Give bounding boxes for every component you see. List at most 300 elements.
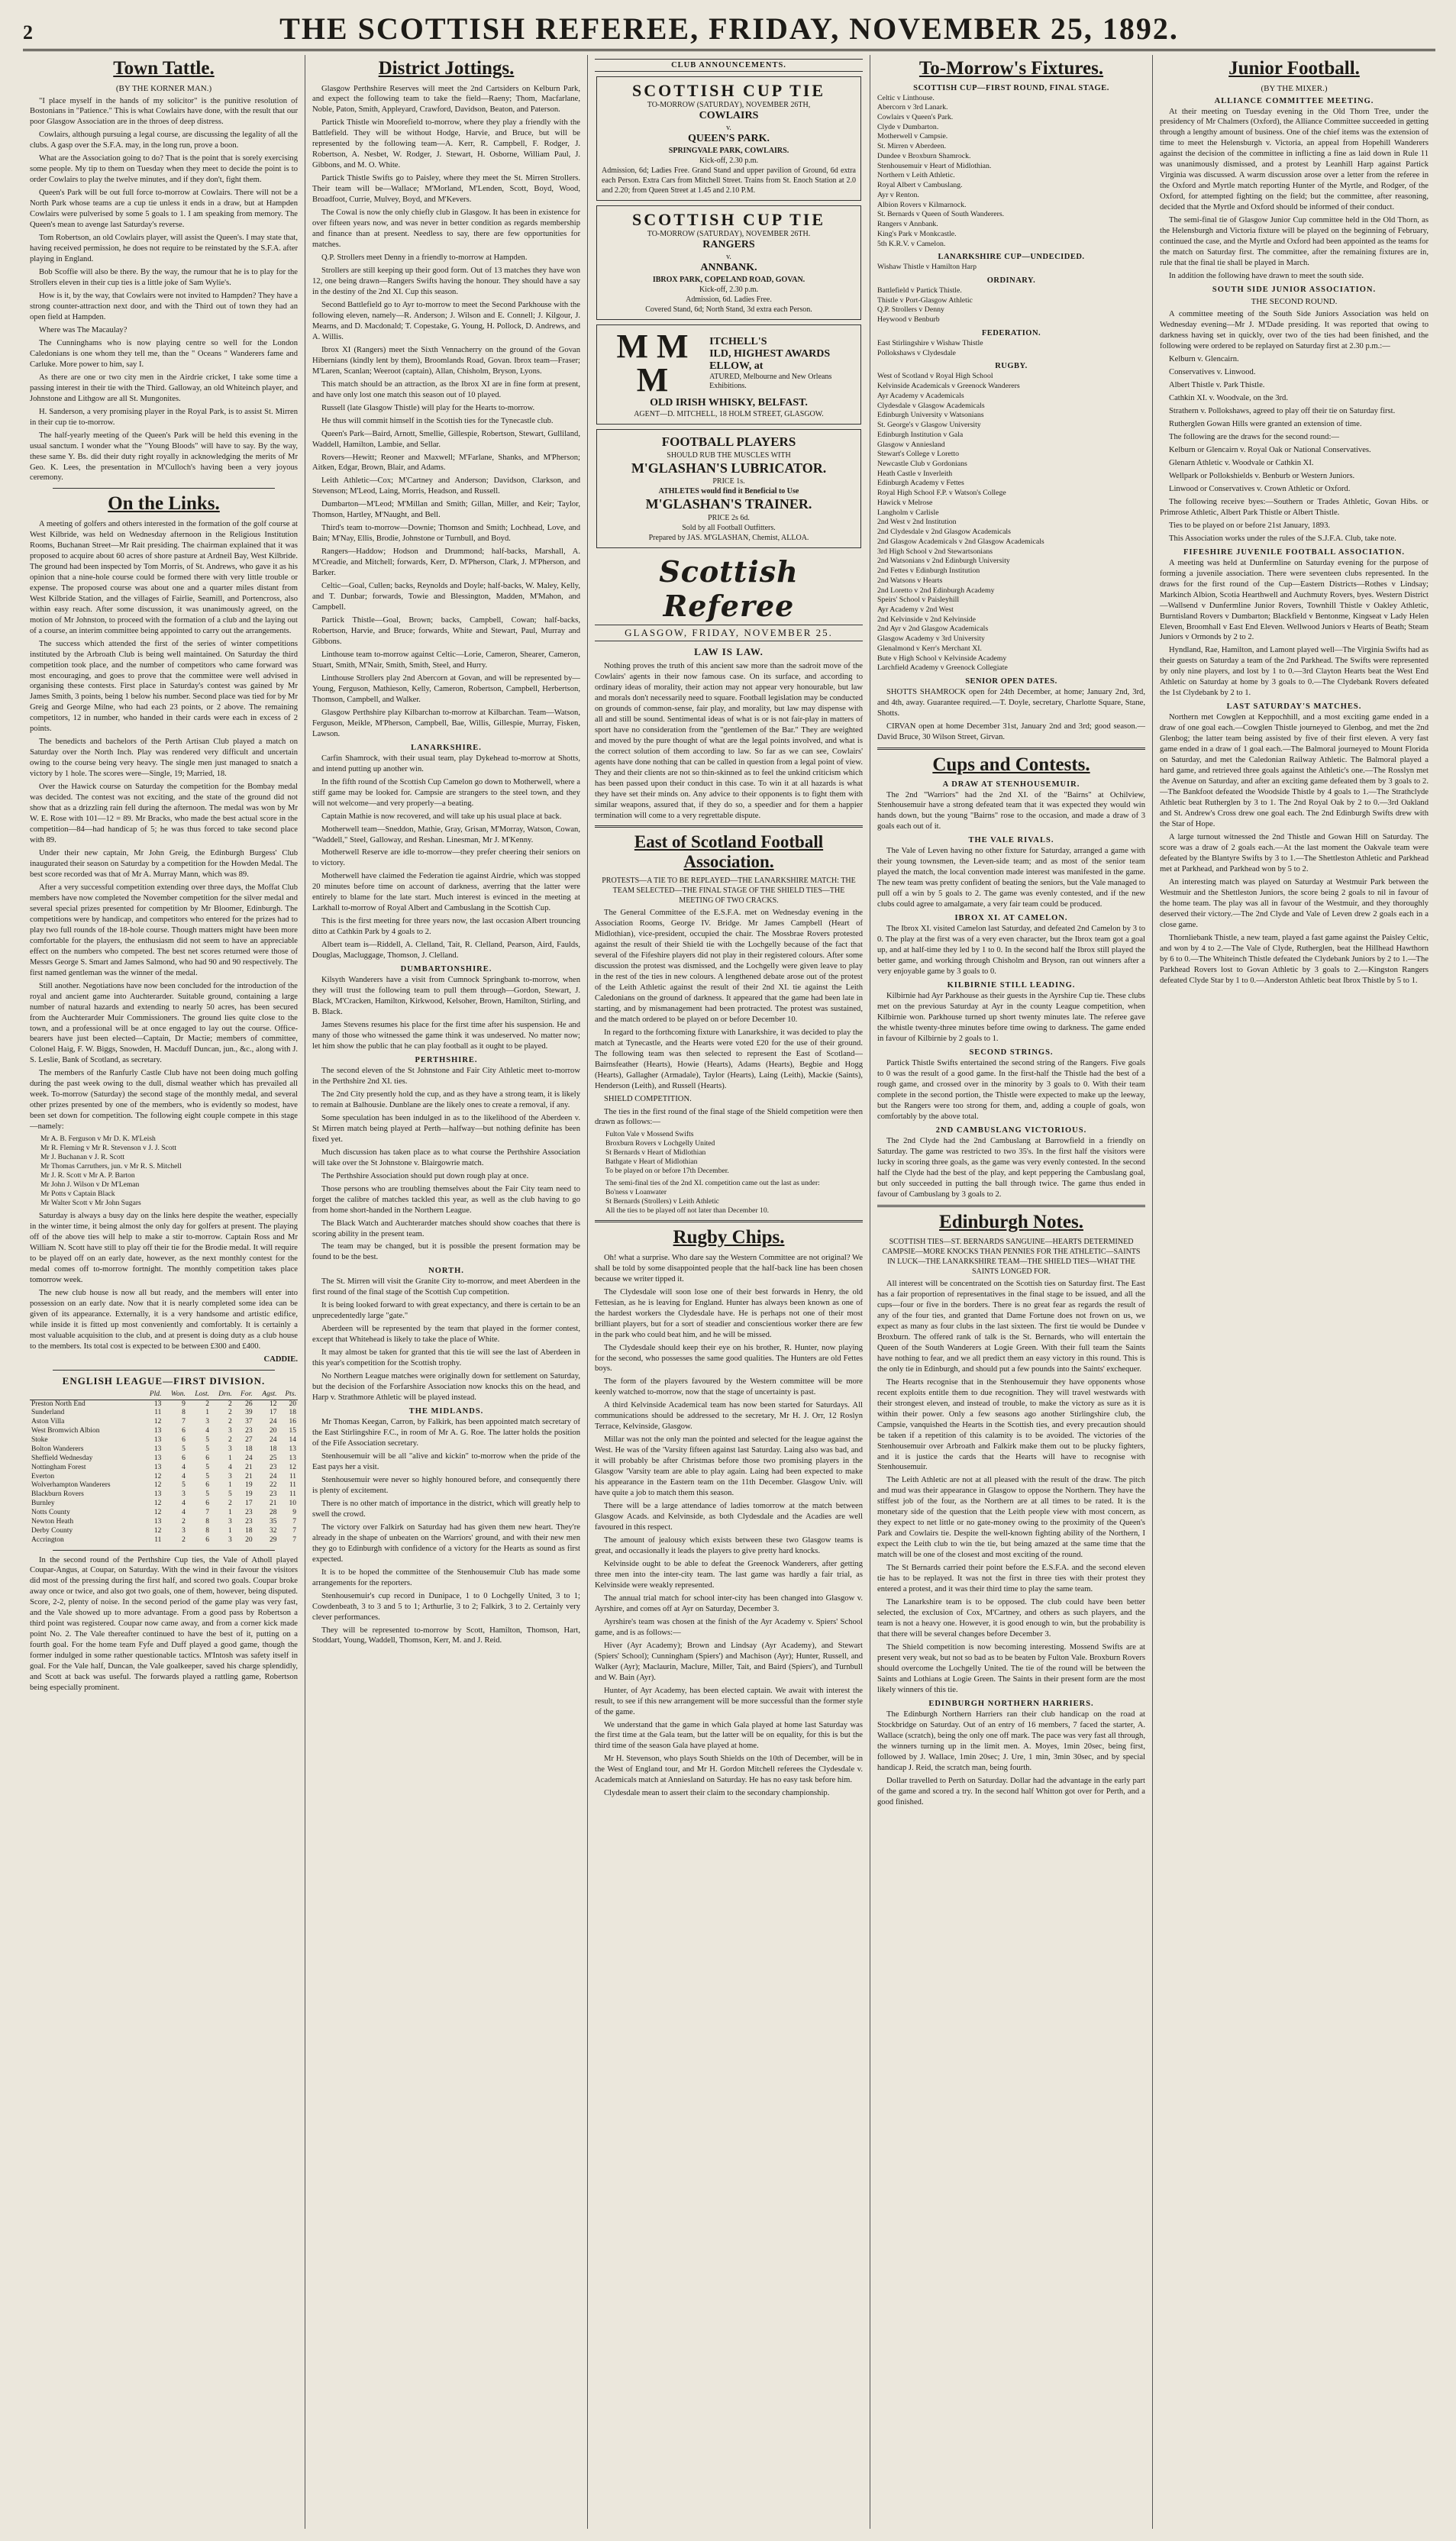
- list-item: Heath Castle v Inverleith: [877, 469, 953, 478]
- paragraph: No Northern League matches were originally down for settlement on Saturday, but the decision of the Forfarshire Association now knocks this on the head, and Harp v. Strathmore Athletic will be played instead.: [312, 1372, 580, 1403]
- league-column-header: Pts.: [279, 1390, 298, 1400]
- league-stat: 3: [182, 1526, 186, 1535]
- league-stat: 12: [153, 1418, 162, 1426]
- midlands-body: [312, 1417, 580, 1646]
- league-stat: 11: [289, 1490, 296, 1499]
- paragraph: The following are the draws for the second round:—: [1169, 432, 1339, 441]
- league-team-name: Derby County: [31, 1526, 73, 1535]
- ad-line: ATHLETES would find it Beneficial to Use: [658, 487, 799, 496]
- league-stat: 35: [270, 1517, 277, 1526]
- league-stat: 23: [270, 1490, 277, 1499]
- paragraph: Nothing proves the truth of this ancient saw more than the sadroit move of the Cowlairs' agents in their now famous case. On its surface, and according to ordinary ideas of morality, their action may not appear very honourable, but law and morals don't necessarily need to square. Football legislation may be conducted on grounds of common-sense, fair play, and morality, but law may dispense with all and still be sound. Sentimental ideas of what is or is not fair-play in matters of sport have no consideration from the "gentlemen of the Bar." They are weighted and moved by the pure thought of what are the legal points involved, and what is the correct solution of them according to law. So far as we can see, Cowlairs' agents have done nothing that can be called in question from a legal point of view. They and their clients are not so thin-skinned as to feel the unkind criticism which has been passed upon their conduct in this case. To win it at all hazards is what they have set their minds on. Any advice to their opponents is to fight them with similar weapons, assured that, if they do so, a speedier and for them a happier termination will come to a very regrettable dispute.: [595, 661, 863, 820]
- league-stat: 23: [245, 1427, 253, 1435]
- league-stat: 17: [245, 1500, 253, 1508]
- paragraph: Thornliebank Thistle, a new team, played a fast game against the Paisley Celtic, and won by 4 to 2.—The Vale of Clyde, Rutherglen, beat the Hillhead Hawthorn by 6 to 0.—The Whiteinch Thistle defeated the Clydebank Juniors by 2 to 1.—The Parkhead Rovers lost to Govan Athletic by 3 goals to 2.—Kingston Rangers defeated Clyde Star by 1 to 0.—Anderston Athletic beat Ibrox Thistle by 5 to 1.: [1160, 933, 1429, 985]
- whisky-logo: [602, 327, 856, 399]
- east-body: [595, 908, 863, 1128]
- paragraph: Motherwell have claimed the Federation tie against Airdrie, which was stopped 20 minutes before time on account of darkness, averring that the latter were entirely to blame for the late start. Much interest is evinced in the meeting at Larkhall to-morrow of Royal Albert and Cambuslang in the Scottish Cup.: [312, 872, 580, 913]
- league-stat: 13: [153, 1445, 162, 1453]
- logo-word: ELLOW, at: [709, 360, 764, 373]
- paragraph: The following receive byes:—Southern or Trades Athletic, Govan Hibs. or Primrose Athletic, Albert Park Thistle or Albert Thistle.: [1160, 497, 1429, 517]
- divider: [53, 1550, 275, 1551]
- paragraph: Glenarn Athletic v. Woodvale or Cathkin XI.: [1169, 458, 1314, 467]
- league-stat: 12: [153, 1472, 162, 1480]
- league-column-header: Won.: [163, 1390, 186, 1400]
- paragraph: There is no other match of importance in the district, which will greatly help to swell the crowd.: [312, 1499, 580, 1519]
- column-town-tattle: [23, 55, 305, 2529]
- paragraph: A meeting was held at Dunfermline on Saturday evening for the purpose of forming a juvenile association. There were seventeen clubs represented. In the draws for the first round of the Cup—Eastern Districts—Rothes v Lindsay; Markinch Albion, Scotia Hearthwell and Auchmuty Rovers, byes. Western District—Wallsend v Dunfermline Junior Rovers, Townhill Thistle v Oakley Athletic, Burntisland Rovers v Dumbarton; Blackfield v Bentonme, Kingseat v Lady Helen Eleven, Broomhall v East End Eleven. Wellwood Juniors v Hearts of Beath; Steam Juniors v Ormonds by 2 to 2.: [1160, 558, 1429, 642]
- paragraph: The Ibrox XI. visited Camelon last Saturday, and defeated 2nd Camelon by 3 to 0. The play at the first was of a very even character, but the Ibrox team got a goal up, and at half-time they led by 1 to 0. In the second half the Ibrox still played the better game, and working through Chisholm and Bryson, ran out winners after a very enjoyable game by 3 goals to 0.: [877, 925, 1145, 977]
- league-stat: 23: [245, 1517, 253, 1526]
- ad-price: PRICE 1s.: [712, 477, 745, 486]
- paragraph: Rangers—Haddow; Hodson and Drummond; half-backs, Marshall, A. M'Creadie, and Mitchell; forwards, Kerr, D. M'Pherson, Clark, J. M'Pherson, and Barker.: [312, 547, 580, 578]
- paragraph: Bob Scoffie will also be there. By the way, the rumour that he is to play for the Strollers eleven in their cup ties is a little joke of Sam Wylie's.: [30, 268, 298, 287]
- kilbirnie-body: [877, 991, 1145, 1044]
- league-stat: 24: [270, 1472, 277, 1480]
- league-stat: 18: [289, 1409, 296, 1417]
- advert-mglashans-lubricator: [596, 429, 861, 548]
- league-stat: 20: [270, 1427, 277, 1435]
- paragraph: Dollar travelled to Perth on Saturday. Dollar had the advantage in the early part of the game and scored a try. In the second half Whitton got over for Perth, and a good finished.: [877, 1776, 1145, 1806]
- paragraph: Rutherglen Gowan Hills were granted an extension of time.: [1169, 420, 1362, 429]
- sign-off: CADDIE.: [263, 1354, 298, 1364]
- league-stat: 12: [153, 1526, 162, 1535]
- table-row: [30, 1427, 298, 1436]
- lanarkshire-body: [312, 754, 580, 961]
- paragraph: Stenhousemuir will be all "alive and kickin" to-morrow when the pride of the East pays her a visit.: [312, 1451, 580, 1471]
- paragraph: Third's team to-morrow—Downie; Thomson and Smith; Lochhead, Love, and Bain; M'Nay, Ellis, Brodie, Johnstone or Turnbull, and Boyd.: [312, 524, 580, 544]
- column-junior-football: [1153, 55, 1435, 2529]
- league-stat: 13: [153, 1463, 162, 1471]
- fixtures-ordinary-list: [877, 286, 1145, 325]
- whisky-name: OLD IRISH WHISKY, BELFAST.: [650, 396, 808, 408]
- paragraph: Saturday is always a busy day on the links here despite the weather, especially in the winter time, it being almost the only day for golfers at present. The playing off of the above ties will help to make a stir to-morrow. Captain Ross and Mr William N. Scott have still to play off their tie for the Brodie medal. It will require to be played off on an early date, however, as the next monthly contest for the medal comes off to-morrow fortnight. The monthly competition takes place tomorrow week.: [30, 1212, 298, 1284]
- paragraph: Q.P. Strollers meet Denny in a friendly to-morrow at Hampden.: [321, 253, 528, 263]
- paragraph: The success which attended the first of the series of winter competitions instituted by the Arbroath Club is being well maintained. On Saturday the third competition took place, and the number of competitors who came forward was most encouraging, and goes to prove that the committee were well advised in organising these contests. First place in Saturday's contest was gained by Mr James Smith, 3 points, being 1 below his number. Second place was tied for by Mr Greig and George Milne, who had each 23 points, or 2 above. The remaining competitors, 12 in number, who handed in their cards were each in excess of 2 points.: [30, 639, 298, 734]
- league-team-name: Notts County: [31, 1509, 70, 1516]
- list-item: Newcastle Club v Gordonians: [877, 460, 967, 468]
- paragraph: This is the first meeting for three years now, the last occasion Albert trouncing ditto at Cathkin Park by 4 goals to 2.: [312, 917, 580, 937]
- list-item: Bute v High School v Kelvinside Academy: [877, 654, 1007, 663]
- ad-line: Sold by all Football Outfitters.: [682, 523, 776, 532]
- paragraph: Russell (late Glasgow Thistle) will play for the Hearts to-morrow.: [321, 403, 535, 412]
- list-item: Mr John J. Wilson v Dr M'Leman: [40, 1180, 140, 1190]
- league-stat: 21: [270, 1500, 277, 1508]
- league-stat: 28: [270, 1509, 277, 1516]
- league-stat: 2: [228, 1409, 232, 1417]
- league-stat: 9: [292, 1509, 296, 1516]
- list-item: 3rd High School v 2nd Stewartsonians: [877, 547, 993, 556]
- byline: (BY THE MIXER.): [1261, 83, 1328, 93]
- league-stat: 18: [245, 1445, 253, 1453]
- paragraph: Stenhousemuir's cup record in Dunipace, 1 to 0 Lochgelly United, 3 to 1; Cowdenbeath, 3 to 3 and 5 to 1; Arthurlie, 3 to 2; Falkirk, 3 to 2. Certainly very clever performances.: [312, 1591, 580, 1622]
- table-row: [30, 1536, 298, 1545]
- paragraph: James Stevens resumes his place for the first time after his suspension. He and many of those who witnessed the game think it was undeserved. No matter now; let him show the public that he can play football as it ought to be played.: [312, 1021, 580, 1051]
- paragraph: Queen's Park—Baird, Arnott, Smellie, Gillespie, Robertson, Stewart, Gulliland, Waddell, Hamilton, Lambie, and Sellar.: [312, 429, 580, 449]
- perthshire-body: [312, 1066, 580, 1263]
- paragraph: We understand that the game in which Gala played at home last Saturday was the first time at the Gala team, but the latter will be on equality, for this is but the third time of the season Gala have played at home.: [595, 1720, 863, 1751]
- ad-price: PRICE 2s 6d.: [708, 513, 750, 522]
- table-row: [30, 1418, 298, 1427]
- list-item: Broxburn Rovers v Lochgelly United: [605, 1139, 715, 1148]
- league-stat: 18: [270, 1445, 277, 1453]
- paragraph: Much discussion has taken place as to what course the Perthshire Association will take over the St Johnstone v. Blairgowrie match.: [312, 1148, 580, 1167]
- list-item: Ayr Academy v 2nd West: [877, 605, 954, 615]
- league-column-header: Pld.: [143, 1390, 163, 1400]
- list-item: Mr J. Buchanan v J. R. Scott: [40, 1153, 125, 1162]
- league-stat: 5: [205, 1436, 210, 1444]
- paragraph: The Vale of Leven having no other fixture for Saturday, arranged a game with their young townsmen, the Leven-side team; and as most of the senior team played the match, the local convention made interest was manifested in the game. The new team was pretty confident of beating the seniors, but the Vale managed to pull off a win by 5 goals to 2. The game was evenly contested, and if the new clubs could agree to amalgamate, a very fair team could be produced.: [877, 847, 1145, 909]
- paragraph: Wellpark or Pollokshields v. Benburb or Western Juniors.: [1169, 471, 1355, 480]
- cambuslang-body: [877, 1136, 1145, 1200]
- shield-draw: [605, 1130, 863, 1176]
- list-item: Thistle v Port-Glasgow Athletic: [877, 295, 973, 305]
- league-stat: 6: [182, 1454, 186, 1462]
- paragraph: Albert Thistle v. Park Thistle.: [1169, 381, 1265, 390]
- league-stat: 4: [182, 1463, 186, 1471]
- paragraph: Conservatives v. Linwood.: [1169, 368, 1256, 377]
- list-item: Ayr v Renton.: [877, 190, 919, 199]
- table-row: [30, 1473, 298, 1482]
- list-item: Q.P. Strollers v Denny: [877, 305, 944, 315]
- league-stat: 13: [153, 1400, 162, 1408]
- league-stat: 4: [182, 1472, 186, 1480]
- ad-date: TO-MORROW (SATURDAY), NOVEMBER 26TH.: [647, 229, 811, 238]
- list-item: West of Scotland v Royal High School: [877, 372, 993, 381]
- paragraph: The St Bernards carried their point before the E.S.F.A. and the second eleven tie has to be replayed. It was not the first in three ties with their protest they entered a protest, and it was their third time to play the same team.: [877, 1564, 1145, 1594]
- league-table-heading: ENGLISH LEAGUE—FIRST DIVISION.: [62, 1374, 266, 1387]
- paragraph: Kelburn or Glencairn v. Royal Oak or National Conservatives.: [1169, 445, 1371, 454]
- golf-pairings: [40, 1135, 298, 1208]
- league-stat: 4: [228, 1463, 232, 1471]
- list-item: Bathgate v Heart of Midlothian: [605, 1157, 698, 1167]
- paragraph: In addition the following have drawn to meet the south side.: [1169, 272, 1364, 281]
- section-heading-town-tattle: Town Tattle.: [113, 58, 215, 79]
- paragraph: Under their new captain, Mr John Greig, the Edinburgh Burgess' Club inaugurated their season on Saturday by a competition for the Howden Medal. The best score recorded was that of Mr A. Murray Mann, which was 89.: [30, 849, 298, 879]
- paragraph: Partick Thistle win Moorefield to-morrow, where they play a friendly with the Battlefield. They will be without Hodge, Harvie, and Bruce, but will be represented by the following team—A. Kerr, R. Campbell, F. Rodger, J. Robertson, A. Nesbet, W. Rodger, J. Stewart, H. Osborne, William Paul, J. Gibbons, and M. O. White.: [312, 118, 580, 170]
- paragraph: The Perthshire Association should put down rough play at once.: [321, 1171, 529, 1180]
- paragraph: Motherwell Reserve are idle to-morrow—they prefer cheering their seniors on to victory.: [312, 848, 580, 868]
- ad-venue: IBROX PARK, COPELAND ROAD, GOVAN.: [652, 275, 805, 284]
- rugby-body: [595, 1253, 863, 1800]
- league-stat: 2: [228, 1400, 232, 1408]
- league-stat: 19: [245, 1481, 253, 1490]
- list-item: Motherwell v Campsie.: [877, 132, 948, 141]
- last-saturday-body: [1160, 712, 1429, 986]
- league-stat: 5: [205, 1490, 210, 1499]
- fixtures-rugby-heading: RUGBY.: [995, 362, 1028, 371]
- town-tattle-body: [30, 96, 298, 484]
- table-row: [30, 1500, 298, 1509]
- paper-title-script: Scottish Referee: [659, 554, 799, 623]
- table-row: [30, 1409, 298, 1418]
- fixtures-lanarkshire-heading: LANARKSHIRE CUP—UNDECIDED.: [938, 253, 1085, 262]
- league-stat: 8: [205, 1517, 210, 1526]
- subhead-harriers: EDINBURGH NORTHERN HARRIERS.: [928, 1699, 1094, 1708]
- paragraph: It may almost be taken for granted that this tie will see the last of Aberdeen in this year's competition for the Scottish trophy.: [312, 1348, 580, 1368]
- league-stat: 3: [228, 1427, 232, 1435]
- ad-admission: Admission, 6d. Ladies Free.: [686, 295, 772, 304]
- list-item: Mr J. R. Scott v Mr A. P. Barton: [40, 1171, 135, 1180]
- league-team-name: Newton Heath: [31, 1517, 74, 1526]
- league-stat: 12: [153, 1500, 162, 1508]
- league-stat: 23: [270, 1463, 277, 1471]
- paragraph: Kilbirnie had Ayr Parkhouse as their guests in the Ayrshire Cup tie. These clubs met on the previous Saturday at Ayr in the county League competition, when Kilbirnie won. Parkhouse turned up short twenty minutes late. The referee gave the whistle twenty-three minutes before time owing to darkness. The game ended in favour of Kilbirnie by 2 goals to 1.: [877, 992, 1145, 1043]
- list-item: St Bernards (Strollers) v Leith Athletic: [605, 1197, 719, 1206]
- subhead-second-strings: SECOND STRINGS.: [969, 1048, 1054, 1057]
- league-stat: 20: [289, 1400, 296, 1408]
- newspaper-columns: [23, 55, 1435, 2529]
- paragraph: All interest will be concentrated on the Scottish ties on Saturday first. The East has a fair proportion of representatives in the final stage to be issued, and all the cups—four or five in the borders. There is no great fear as regards the result of any of the four ties, and granted that Dame Fortune does not frown on us, we expect as many as four clubs in the last sixteen. The first tie would be Dundee v Broxburn. The offered rank of talk is the St. Bernards, who will entertain the Queen of the South Wanderers at Logie Green. With their full team the Saints have nothing to fear, and we all predict them an easy victory in this round. This is the only tie in Edinburgh, and should put a few pounds into the Saints' exchequer.: [877, 1280, 1145, 1374]
- paragraph: The annual trial match for school inter-city has been changed into Glasgow v. Ayrshire, and comes off at Ayr on Saturday, December 3.: [595, 1593, 863, 1613]
- league-stat: 21: [245, 1472, 253, 1480]
- paragraph: The Clydesdale will soon lose one of their best forwards in Henry, the old Fettesian, as he is leaving for England. Hunter has always been known as one of the hardest workers the Clydesdale have. He is perhaps not one of their most brilliant players, but for a sort of steadier and conscientious worker there are few in the park who could beat him, and he will be missed.: [595, 1287, 863, 1339]
- league-stat: 21: [245, 1463, 253, 1471]
- league-table-header: [30, 1390, 298, 1400]
- list-item: 2nd Loretto v 2nd Edinburgh Academy: [877, 586, 995, 595]
- league-column-header: [30, 1390, 143, 1400]
- league-team-name: Aston Villa: [31, 1418, 65, 1426]
- perthshire-cup-report: [30, 1555, 298, 1694]
- list-item: 2nd Ayr v 2nd Glasgow Academicals: [877, 625, 989, 634]
- list-item: St. Mirren v Aberdeen.: [877, 142, 947, 151]
- list-item: Pollokshaws v Clydesdale: [877, 348, 956, 357]
- dumbartonshire-body: [312, 975, 580, 1052]
- list-item: Wishaw Thistle v Hamilton Harp: [877, 263, 977, 272]
- paragraph: The team may be changed, but it is possible the present formation may be found to be the best.: [312, 1242, 580, 1262]
- fixtures-federation-list: [877, 339, 1145, 358]
- league-stat: 4: [182, 1500, 186, 1508]
- paper-nameplate: [595, 554, 863, 623]
- list-item: 2nd Clydesdale v 2nd Glasgow Academicals: [877, 528, 1011, 537]
- league-stat: 13: [153, 1454, 162, 1462]
- league-stat: 8: [182, 1409, 186, 1417]
- divider: [595, 825, 863, 828]
- dateline: GLASGOW, FRIDAY, NOVEMBER 25.: [595, 625, 863, 641]
- paragraph: Stenhousemuir were never so highly honoured before, and consequently there is plenty of excitement.: [312, 1475, 580, 1495]
- editorial-heading: LAW IS LAW.: [694, 645, 764, 657]
- column-district-jottings: [305, 55, 588, 2529]
- paragraph: Ibrox XI (Rangers) meet the Sixth Vennacherry on the ground of the Govan Hibernians (kindly lent by them), Broomlands Road, Govan. Ibrox team—Fraser; M'Laren, Scanlan; Weeroot (captain), Allan, Chisholm, Bryson, Lyons.: [312, 345, 580, 376]
- paragraph: A large turnout witnessed the 2nd Thistle and Gowan Hill on Saturday. The score was a draw of 2 goals each.—At the last moment the Oakvale team were defeated by the Blantyre Swifts by 3 to 1.—The Shettleston Athletic and Parkhead met at Parkhead, and Parkhead won by 5 to 2.: [1160, 832, 1429, 873]
- subhead-alliance: ALLIANCE COMMITTEE MEETING.: [1214, 96, 1374, 105]
- league-team-name: Stoke: [31, 1436, 48, 1444]
- divider: [53, 1370, 275, 1371]
- paragraph: SHIELD COMPETITION.: [604, 1094, 692, 1103]
- ad-line: Prepared by JAS. M'GLASHAN, Chemist, ALLOA.: [648, 533, 809, 542]
- ad-team-home: RANGERS: [702, 238, 755, 250]
- league-stat: 13: [289, 1454, 296, 1462]
- paragraph: The Clydesdale should keep their eye on his brother, R. Hunter, now playing for the second, who possesses the same good qualities. The Hunters are old Fettes boys.: [595, 1343, 863, 1374]
- league-stat: 2: [228, 1418, 232, 1426]
- list-item: Abercorn v 3rd Lanark.: [877, 103, 948, 112]
- second-strings-body: [877, 1058, 1145, 1122]
- paragraph: There will be a large attendance of ladies tomorrow at the match between Glasgow Acads. and Kelvinside, as both Clydesdale and the Acadies are well favoured in this respect.: [595, 1502, 863, 1532]
- league-stat: 7: [292, 1526, 296, 1535]
- league-stat: 24: [270, 1436, 277, 1444]
- league-stat: 5: [228, 1490, 232, 1499]
- paragraph: Kelvinside ought to be able to defeat the Greenock Wanderers, after getting three men into the inter-city team. The last game was hardly a fair trial, as Kelvinside were weakly represented.: [595, 1559, 863, 1590]
- advert-cowlairs-queens-park: [596, 76, 861, 201]
- paragraph: The new club house is now all but ready, and the members will enter into possession on an early date. Now that it is nearly completed some idea can be given of its appearance. Externally, it is a very handsome and artistic edifice, while inside it is fitted up most conveniently and comfortably. It is certainly a most valuable acquisition to the club, and at present is doing duty as a club house to the members. Its total cost is expected to be between £300 and £400.: [30, 1288, 298, 1351]
- league-stat: 3: [228, 1445, 232, 1453]
- league-team-name: West Bromwich Albion: [31, 1427, 100, 1435]
- league-stat: 2: [182, 1535, 186, 1544]
- subhead-south-side: SOUTH SIDE JUNIOR ASSOCIATION.: [1212, 286, 1377, 294]
- paragraph: The Lanarkshire team is to be opposed. The club could have been better selected, the exclusion of Cox, M'Cartney, and others as such players, and the team is not a heavy one. However, it is good enough to win, but the probability is that there will be several changes before December 3.: [877, 1598, 1145, 1639]
- league-stat: 24: [270, 1418, 277, 1426]
- paragraph: Albert team is—Riddell, A. Clelland, Tait, R. Clelland, Pearson, Aird, Faulds, Douglas, Macluggage, Thomson, J. Clelland.: [312, 941, 580, 961]
- list-item: Bo'ness v Loanwater: [605, 1188, 667, 1197]
- paragraph: Glasgow Perthshire play Kilbarchan to-morrow at Kilbarchan. Team—Watson, Ferguson, Meikle, M'Pherson, Campbell, Bae, Willis, Gillespie, Murray, Fisken, Lawson.: [312, 708, 580, 738]
- section-heading-rugby-chips: Rugby Chips.: [673, 1227, 785, 1248]
- league-stat: 11: [289, 1472, 296, 1480]
- paragraph: The Black Watch and Auchterarder matches should show coaches that there is scoring ability in the present team.: [312, 1219, 580, 1238]
- list-item: Mr R. Fleming v Mr R. Stevenson v J. J. Scott: [40, 1144, 177, 1153]
- league-stat: 3: [205, 1418, 210, 1426]
- league-stat: 15: [289, 1427, 296, 1435]
- byline: (BY THE KORNER MAN.): [115, 83, 212, 93]
- list-item: Celtic v Linthouse.: [877, 93, 935, 102]
- list-item: East Stirlingshire v Wishaw Thistle: [877, 338, 983, 347]
- paragraph: The General Committee of the E.S.F.A. met on Wednesday evening in the Association Rooms, George IV. Bridge. Mr James Campbell (Heart of Midlothian), vice-president, occupied the chair. The Mossbrae Rovers protested against the result of their Shield tie with the Lochgelly because of the fact that several of the Fifeshire players did not play in their registered colours. After some discussion the protest was dismissed, and the Lochgelly were given leave to play in the rest of the ties in new colours. A lengthened debate arose out of the protest of the Leith Athletic against the result of their 2nd XI. tie against the Leith Caledonians on the ground of darkness. It appeared that the game had been late in starting, and by mismanagement had been protracted. The protest was sustained, and the match ordered to be played on or before December 10.: [595, 909, 863, 1024]
- paragraph: In the fifth round of the Scottish Cup Camelon go down to Motherwell, where a stiff game may be looked for. Campsie are strangers to the steel town, and they will not welcome—and very properly—a beating.: [312, 777, 580, 808]
- logo-word: ITCHELL'S: [709, 335, 767, 347]
- column-fixtures: [870, 55, 1153, 2529]
- league-stat: 3: [182, 1490, 186, 1499]
- subhead-perthshire: PERTHSHIRE.: [415, 1055, 478, 1064]
- paragraph: After a very successful competition extending over three days, the Moffat Club members have now completed the November competition for the silver medal and several special prizes presented for competition by Mr Bloomer, Edinburgh. The competitions were by handicap, and competitors who entered for the prizes had to play two full rounds of the 18-hole course. Though matters might have been more comfortable for the players, the enthusiasm did not seem to have an appreciable effect on the numbers who competed. The best net scores returned were those of Messrs George S. Smart and James Salmond, who had 90 and 90 respectively. The first named gentleman was the winner of the medal.: [30, 883, 298, 977]
- league-stat: 23: [245, 1509, 253, 1516]
- league-stat: 7: [292, 1535, 296, 1544]
- masthead: [23, 11, 1435, 51]
- list-item: Royal Albert v Cambuslang.: [877, 181, 963, 190]
- paragraph: They will be represented to-morrow by Scott, Hamilton, Thomson, Hart, Stoddart, Young, Waddell, Thomson, Kerr, M. and J. Reid.: [312, 1626, 580, 1645]
- paragraph: The Cowal is now the only chiefly club in Glasgow. It has been in existence for over fifteen years now, and was never in better condition as regards membership and finance than at present. Needless to say, there are few opportunities for matches.: [312, 208, 580, 250]
- ad-product: M'GLASHAN'S TRAINER.: [645, 496, 812, 512]
- ad-details: Admission, 6d; Ladies Free. Grand Stand and upper pavilion of Ground, 6d extra each Person. Extra Cars from Mitchell Street. Trains from St. Enoch Station at 2.0 and 2.20; from Queen Street at 1.45 and 2.10 P.M.: [602, 166, 856, 195]
- second-xi-draw: [605, 1179, 863, 1216]
- list-item: St Bernards v Heart of Midlothian: [605, 1148, 706, 1157]
- subhead-ibrox-camelon: IBROX XI. AT CAMELON.: [954, 914, 1068, 923]
- section-heading-district-jottings: District Jottings.: [378, 58, 515, 79]
- list-item: Larchfield Academy v Greenock Collegiate: [877, 664, 1008, 673]
- subhead-midlands: THE MIDLANDS.: [408, 1407, 484, 1416]
- fifeshire-body: [1160, 558, 1429, 699]
- subhead-cambuslang: 2ND CAMBUSLANG VICTORIOUS.: [935, 1125, 1087, 1135]
- paragraph: The Shield competition is now becoming interesting. Mossend Swifts are at present very weak, but not so bad as to be beaten by Fulton Vale. Broxburn Rovers should overcome the Lochgelly United. The tie of the round will be between the Saints and Lothians at Logie Green. The Saints in their present form are the most likely winners of this tie.: [877, 1642, 1145, 1694]
- paragraph: Kelburn v. Glencairn.: [1169, 355, 1239, 364]
- table-row: [30, 1481, 298, 1490]
- league-stat: 11: [154, 1535, 162, 1544]
- paragraph: It is to be hoped the committee of the Stenhousemuir Club has made some arrangements for the reporters.: [312, 1568, 580, 1587]
- league-stat: 6: [205, 1454, 210, 1462]
- paragraph: The ties in the first round of the final stage of the Shield competition were then drawn as follows:—: [595, 1107, 863, 1127]
- paragraph: Millar was not the only man the pointed and selected for the league against the West. He was of the 'Varsity fifteen against last Saturday. Laing also was bad, and it will probably be after Christmas before those two promising players in the Glasgow 'Varsity team are able to play again. Laing had been expected to make his appearance in the Eastern team on the 11th December. Glasgow Univ. will have quite a job to match them this season.: [595, 1435, 863, 1498]
- senior-open-dates-heading: SENIOR OPEN DATES.: [965, 677, 1057, 686]
- league-stat: 6: [205, 1535, 210, 1544]
- paragraph: The 2nd "Warriors" had the 2nd XI. of the "Bairns" at Ochilview, Stenhousemuir have a strong defeated team that it was expected they would win hands down, but the young "Bairns" rose to the occasion, and made a draw of 3 goals each out of it.: [877, 790, 1145, 831]
- district-jottings-body: [312, 84, 580, 740]
- subhead-kilbirnie: KILBIRNIE STILL LEADING.: [947, 981, 1076, 990]
- divider: [877, 1205, 1145, 1207]
- league-stat: 4: [205, 1427, 210, 1435]
- paragraph: Motherwell team—Sneddon, Mathie, Gray, Grisan, M'Morray, Watson, Cowan, "Waddell," Steel, Galloway, and Reshan. Linesman, Mr J. M'Kenny.: [312, 825, 580, 844]
- list-item: Rangers v Annbank.: [877, 220, 938, 229]
- harriers-body: [877, 1710, 1145, 1808]
- league-stat: 6: [205, 1481, 210, 1490]
- league-stat: 8: [205, 1526, 210, 1535]
- league-team-name: Everton: [31, 1472, 55, 1480]
- league-stat: 3: [228, 1472, 232, 1480]
- logo-letters: M M M: [616, 327, 689, 399]
- league-stat: 1: [205, 1409, 210, 1417]
- table-row: [30, 1455, 298, 1464]
- paragraph: The Hearts recognise that in the Stenhousemuir they have opponents whose recent exploits entitle them to due recognition. They will travel westwards with their strongest eleven, and instead of trouble, to make the victory as sure as it is within their power. Only a few seasons ago another Stirlingshire club, the Campsie, vanquished the Hearts in the Scottish ties, and every precaution should be taken if a repetition of this calamity is to be avoided. The victories of the Stenhousemuir over Arbroath and Falkirk make them out to be plucky fighters, and it is justice the cards that the Hearts will have to recognise with Stenhousemuir.: [877, 1377, 1145, 1472]
- divider: [53, 488, 275, 489]
- league-team-name: Bolton Wanderers: [31, 1445, 84, 1453]
- league-stat: 13: [289, 1445, 296, 1453]
- league-team-name: Nottingham Forest: [31, 1463, 86, 1471]
- list-item: Glenalmond v Kerr's Merchant XI.: [877, 644, 982, 653]
- paragraph: In regard to the forthcoming fixture with Lanarkshire, it was decided to play the match at Tynecastle, and the Hearts were voted £20 for the use of their ground. The following team was then selected to represent the East of Scotland—Bairnsfeather (Hearts), Howie (Hearts), Adams (Hearts), Begbie and Hogg (Hearts), Gallagher (Armadale), Taylor (Hearts), Laing (Leith), Mackie (Saints), Henderson (Leith), and Russell (Hearts).: [595, 1028, 863, 1090]
- paragraph: A committee meeting of the South Side Juniors Association was held on Wednesday evening—Mr J. M'Dade presiding. It was reported that owing to darkness having set in quickly, over two of the ties had been finished, and the following were ordered to be replayed on Saturday first at 2.30 p.m.:—: [1160, 310, 1429, 351]
- league-stat: 2: [205, 1400, 210, 1408]
- league-stat: 9: [182, 1400, 186, 1408]
- paragraph: Strollers are still keeping up their good form. Out of 13 matches they have won 12, one being drawn—Rangers Swifts having the honour. They should have a say in the destiny of the 2nd XI. Cup this season.: [312, 266, 580, 296]
- paragraph: In the second round of the Perthshire Cup ties, the Vale of Atholl played Coupar-Angus, at Coupar, on Saturday. With the wind in their favour the visitors did most of the pressing during the first half, and scored two goals. Coupar broke away once or twice, and also got two goals, one of them, however, being disputed. Score, 2-2, plenty of noise. In the second period of the game play was very fast, and the Vale showed up to more advantage. From a good pass by Robertson a third point was registered. Coupar now came away, and from a corner kick made point No. 2. The Vale thereafter continued to have the best of it, putting on a fourth goal. For the home team Fyfe and Duff played a good game, though the former indulged in some rather questionable tactics. M'Intosh was safety itself in goal. For the Vale half, Duncan, the Vale goalkeeper, saved his charge splendidly, and Scott at back was useful. The forwards played a rattling game, Robertson being especially prominent.: [30, 1555, 298, 1693]
- list-item: Battlefield v Partick Thistle.: [877, 286, 962, 295]
- list-item: St. George's v Glasgow University: [877, 421, 981, 430]
- paragraph: The 2nd Clyde had the 2nd Cambuslang at Barrowfield in a friendly on Saturday. The game was restricted to two 35's. In the first half the visitors were lucky in scoring three goals, as the game was very evenly contested. In the second half the Clyde had the best of the play, and kept peppering the Cambuslang goal, but only succeeded in putting the ball through twice. The game thus ended in favour of Cambuslang by 3 goals to 2.: [877, 1136, 1145, 1199]
- ad-title: SCOTTISH CUP TIE: [631, 209, 825, 229]
- list-item: All the ties to be played off not later than December 10.: [605, 1206, 770, 1216]
- paragraph: Partick Thistle Swifts entertained the second string of the Rangers. Five goals to 0 was the result of a good game. In the first-half the Thistle had the best of a rough game, and crossed over in the minority by 3 goals to 0. With their team complete in the second portion, the Thistle were expected to make up the leeway, but the Rangers were too strong for them, and, adding a couple of goals, won comfortably by the above total.: [877, 1058, 1145, 1121]
- league-column-header: For.: [234, 1390, 254, 1400]
- south-side-sub: THE SECOND ROUND.: [1251, 297, 1338, 306]
- ad-title: SCOTTISH CUP TIE: [631, 81, 825, 100]
- list-item: Edinburgh University v Watsonians: [877, 411, 984, 420]
- list-item: St. Bernards v Queen of South Wanderers.: [877, 210, 1005, 219]
- league-stat: 12: [153, 1481, 162, 1490]
- subhead-fifeshire: FIFESHIRE JUVENILE FOOTBALL ASSOCIATION.: [1183, 547, 1406, 557]
- paragraph: The members of the Ranfurly Castle Club have not been doing much golfing during the past week owing to the dull, dismal weather which has prevailed all week. To-morrow (Saturday) the second stage of the monthly medal, and several other prizes presented by one of the members, who is evidently so modest, have been set down for competition. The following eight couple compete in this stage—namely:: [30, 1069, 298, 1132]
- ad-team-away: QUEEN'S PARK.: [687, 132, 770, 144]
- league-stat: 6: [182, 1427, 186, 1435]
- list-item: Mr Walter Scott v Mr John Sugars: [40, 1199, 141, 1208]
- paragraph: Glasgow Perthshire Reserves will meet the 2nd Cartsiders on Kelburn Park, and expect the following team to take the field—Raeny; Thom, Macfarlane, Noble, Paton, Smith, Appleyard, Crawford, Davidson, Beaton, and Paterson.: [312, 84, 580, 115]
- league-stat: 13: [153, 1517, 162, 1526]
- paragraph: At their meeting on Tuesday evening in the Old Thorn Tree, under the presidency of Mr Chalmers (Oxford), the Alliance Committee succeeded in getting through a lengthy amount of business. One of the chief items was the extension of time to meet the Helensburgh v. Victoria, an appeal from Hopehill Wanderers against the decision of the committee in inflicting a fine as laid down in Rule 11 was unanimously dismissed, and a protest by Leanhill Harp against Partick Virginia was discussed. A warm discussion arose over a letter from the referee in the Oxford and Myrtle match reporting Hunter of the Myrtle, and Rodger, of the Oxford, for attempted fighting on the field; but the committee, after reasoning, decided that the Myrtle and Oxford should be informed of their conduct.: [1160, 107, 1429, 212]
- paragraph: The amount of jealousy which exists between these two Glasgow teams is great, and occasionally it leads the players to give pretty hard knocks.: [595, 1536, 863, 1555]
- paragraph: Kilsyth Wanderers have a visit from Cumnock Springbank to-morrow, when they will trust the following team to pull them through—Gordon, Stewart, J. Black, M'Cracken, Hamilton, Kirkwood, Kelsoher, Brown, Hamilton, Stirling, and B. Black.: [312, 976, 580, 1017]
- league-table: [30, 1390, 298, 1545]
- list-item: Cowlairs v Queen's Park.: [877, 112, 954, 121]
- paragraph: What are the Association going to do? That is the point that is sorely exercising some people. My tip to them on Tuesday when they meet to decide the point is to order Cowlairs to play the twelve minutes, and if they don't, fight them.: [30, 154, 298, 185]
- logo-word: ATURED, Melbourne and New Orleans Exhibitions.: [709, 373, 832, 390]
- list-item: 2nd Kelvinside v 2nd Kelvinside: [877, 615, 976, 624]
- list-item: Mr Potts v Captain Black: [40, 1190, 115, 1199]
- table-row: [30, 1400, 298, 1409]
- paragraph: The form of the players favoured by the Western committee will be more keenly watched to-morrow, now that the stage of uncertainty is past.: [595, 1377, 863, 1397]
- fixtures-federation-heading: FEDERATION.: [981, 328, 1041, 337]
- section-heading-junior-football: Junior Football.: [1228, 58, 1360, 79]
- paragraph: Rovers—Hewitt; Reoner and Maxwell; M'Farlane, Shanks, and M'Pherson; Aitken, Edgar, Brown, Blair, and Adams.: [312, 453, 580, 473]
- links-body-continued: [30, 1211, 298, 1352]
- ad-versus: v.: [726, 252, 731, 261]
- league-stat: 5: [205, 1463, 210, 1471]
- newspaper-title: THE SCOTTISH REFEREE, FRIDAY, NOVEMBER 25, 1892.: [279, 11, 1179, 46]
